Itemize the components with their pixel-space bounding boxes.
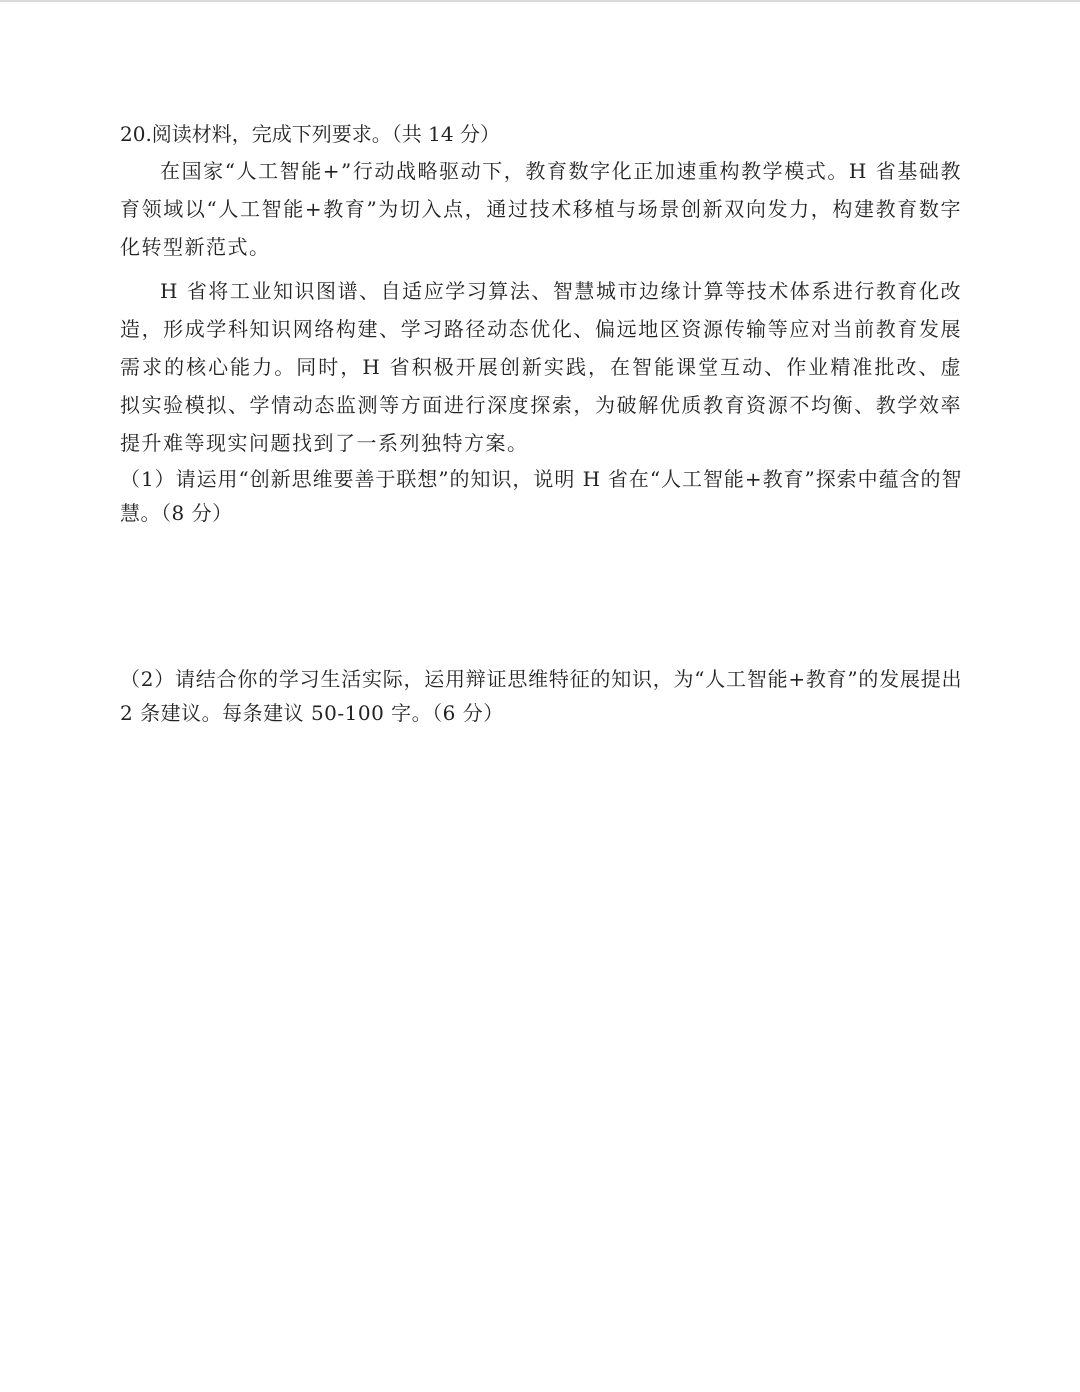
- material-paragraph-2: H 省将工业知识图谱、自适应学习算法、智慧城市边缘计算等技术体系进行教育化改造，形成学科知识网络构建、学习路径动态优化、偏远地区资源传输等应对当前教育发展需求的核心能力。同时，H 省积极开展创新实践，在智能课堂互动、作业精准批改、虚拟实验模拟、学情动态监测等方面进行深度探索，为破解优质教育资源不均衡、教学效率提升难等现实问题找到了一系列独特方案。: [120, 279, 962, 455]
- answer-space-1: [120, 530, 962, 662]
- sub-question-1: （1）请运用“创新思维要善于联想”的知识，说明 H 省在“人工智能+教育”探索中蕴含的智慧。（8 分）: [120, 467, 962, 525]
- top-border: [0, 0, 1080, 2]
- material-paragraph-1: 在国家“人工智能+”行动战略驱动下，教育数字化正加速重构教学模式。H 省基础教育领域以“人工智能+教育”为切入点，通过技术移植与场景创新双向发力，构建教育数字化转型新范式。: [120, 159, 962, 259]
- sub-question-2: （2）请结合你的学习生活实际，运用辩证思维特征的知识，为“人工智能+教育”的发展提出 2 条建议。每条建议 50-100 字。（6 分）: [120, 667, 962, 725]
- exam-question: [120, 120, 962, 730]
- question-title: 20.阅读材料，完成下列要求。（共 14 分）: [120, 122, 500, 146]
